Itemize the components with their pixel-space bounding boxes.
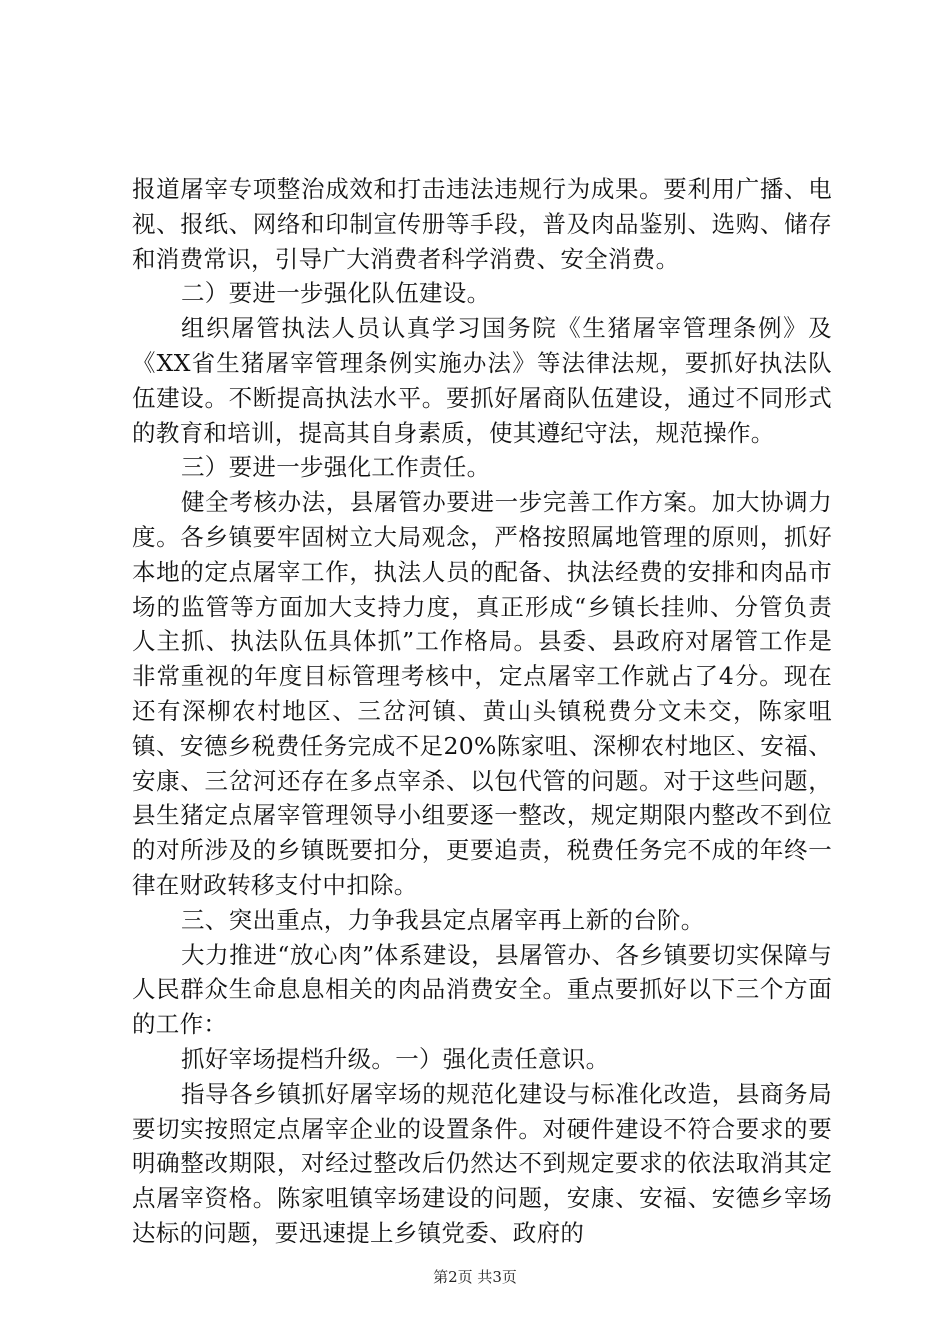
section-heading-responsibility: 三）要进一步强化工作责任。 — [181, 453, 491, 482]
document-body — [132, 172, 832, 1251]
page-number-footer: 第2页 共3页 — [433, 1268, 517, 1286]
paragraph-continuation: 报道屠宰专项整治成效和打击违法违规行为成果。要利用广播、电视、报纸、网络和印制宣传册等手段，普及肉品鉴别、选购、储存和消费常识，引导广大消费者科学消费、安全消费。 — [132, 175, 832, 273]
paragraph-team-building: 组织屠管执法人员认真学习国务院《生猪屠宰管理条例》及《XX省生猪屠宰管理条例实施办法》等法律法规，要抓好执法队伍建设。不断提高执法水平。要抓好屠商队伍建设，通过不同形式的教育和培训，提高其自身素质，使其遵纪守法，规范操作。 — [132, 314, 832, 447]
section-heading-key-points: 三、突出重点，力争我县定点屠宰再上新的台阶。 — [181, 905, 705, 934]
section-heading-upgrade: 抓好宰场提档升级。一）强化责任意识。 — [181, 1044, 610, 1073]
paragraph-upgrade: 指导各乡镇抓好屠宰场的规范化建设与标准化改造，县商务局要切实按照定点屠宰企业的设置条件。对硬件建设不符合要求的要明确整改期限，对经过整改后仍然达不到规定要求的依法取消其定点屠宰资格。陈家咀镇宰场建设的问题，安康、安福、安德乡宰场达标的问题，要迅速提上乡镇党委、政府的 — [132, 1079, 832, 1247]
section-heading-team-building: 二）要进一步强化队伍建设。 — [181, 279, 491, 308]
paragraph-key-points: 大力推进“放心肉”体系建设，县屠管办、各乡镇要切实保障与人民群众生命息息相关的肉品消费安全。重点要抓好以下三个方面的工作： — [132, 940, 832, 1039]
paragraph-responsibility: 健全考核办法，县屠管办要进一步完善工作方案。加大协调力度。各乡镇要牢固树立大局观念，严格按照属地管理的原则，抓好本地的定点屠宰工作，执法人员的配备、执法经费的安排和肉品市场的监管等方面加大支持力度，真正形成“乡镇长挂帅、分管负责人主抓、执法队伍具体抓”工作格局。县委、县政府对屠管工作是非常重视的年度目标管理考核中，定点屠宰工作就占了4分。现在还有深柳农村地区、三岔河镇、黄山头镇税费分文未交，陈家咀镇、安德乡税费任务完成不足20%陈家咀、深柳农村地区、安福、安康、三岔河还存在多点宰杀、以包代管的问题。对于这些问题，县生猪定点屠宰管理领导小组要逐一整改，规定期限内整改不到位的对所涉及的乡镇既要扣分，更要追责，税费任务完不成的年终一律在财政转移支付中扣除。 — [132, 488, 832, 899]
